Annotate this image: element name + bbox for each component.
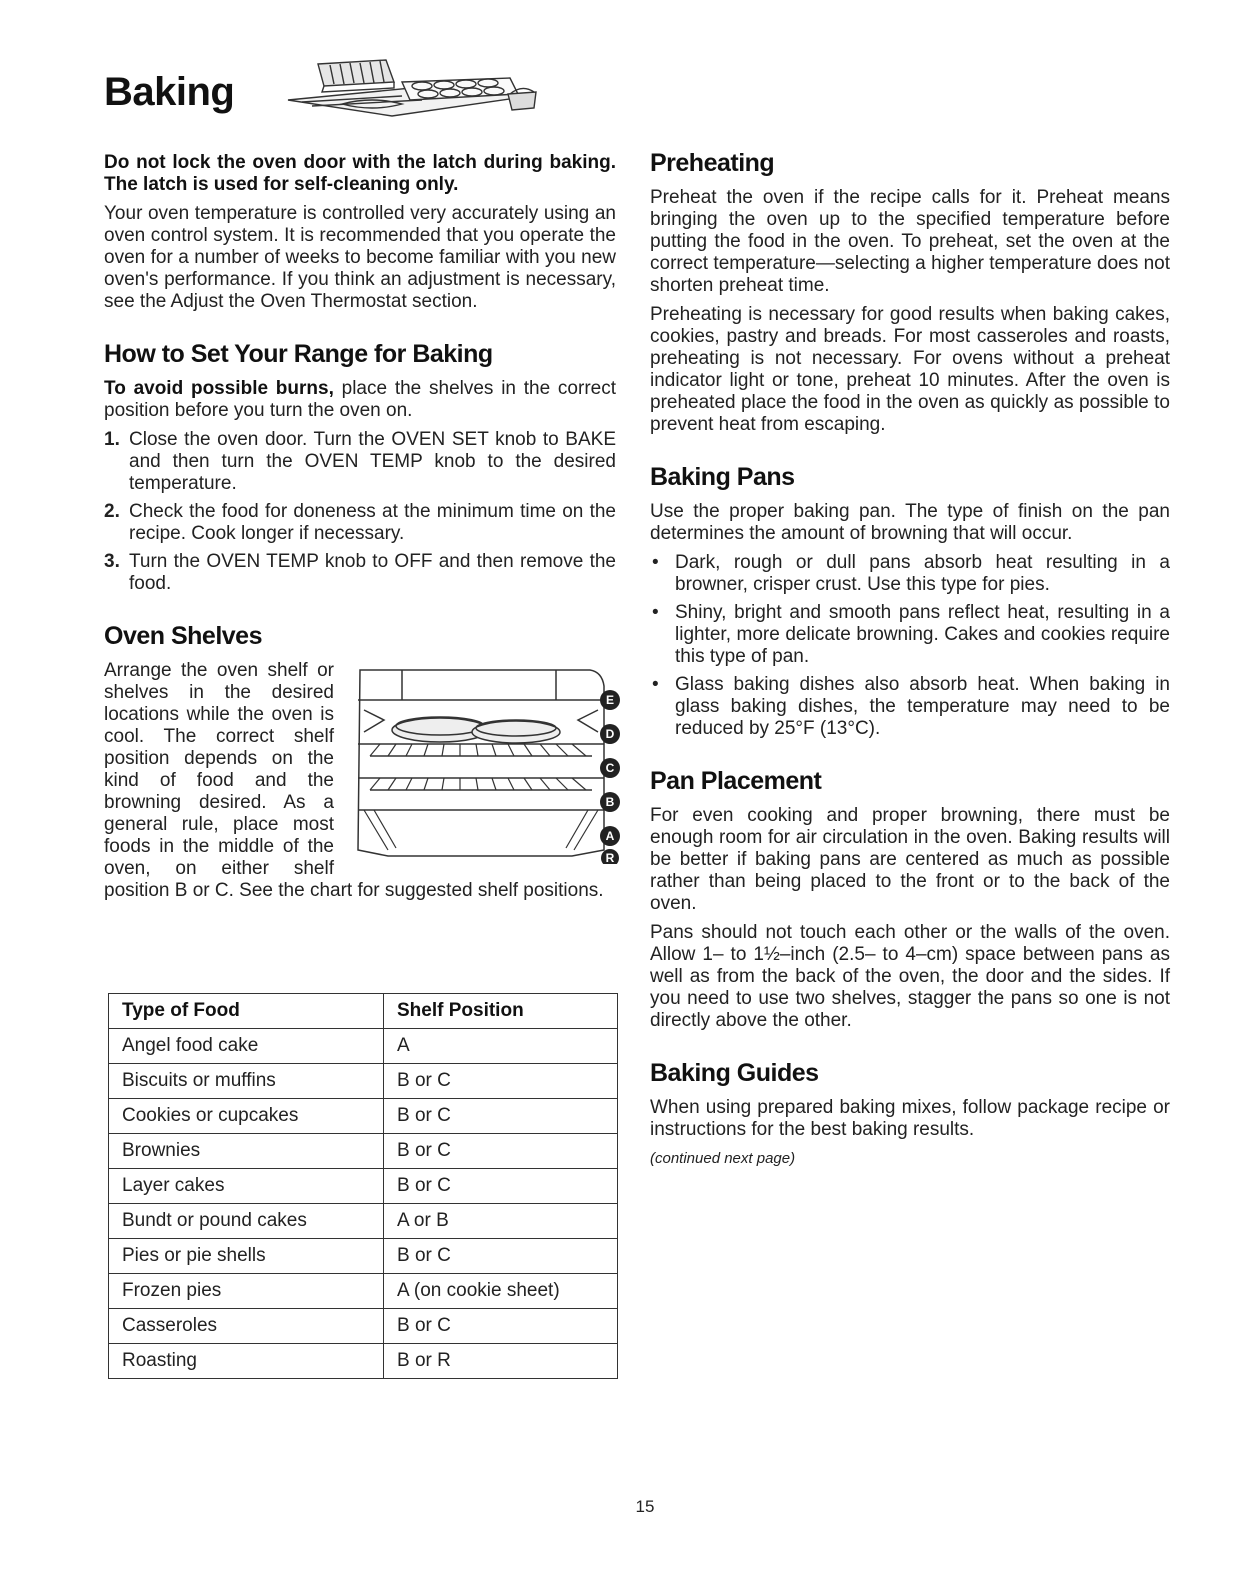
preheating-heading: Preheating xyxy=(650,149,775,177)
table-row xyxy=(109,1029,618,1064)
table-row xyxy=(109,1344,618,1379)
table-row xyxy=(109,1134,618,1169)
food-cell: Roasting xyxy=(109,1344,384,1379)
baking-guides-heading: Baking Guides xyxy=(650,1059,819,1087)
food-cell: Pies or pie shells xyxy=(109,1239,384,1274)
baking-pans-illustration xyxy=(282,56,542,124)
column-header-shelf-position: Shelf Position xyxy=(384,994,618,1029)
food-cell: Angel food cake xyxy=(109,1029,384,1064)
baking-steps xyxy=(104,429,616,595)
page-number: 15 xyxy=(635,1497,655,1516)
baking-guides-paragraph: When using prepared baking mixes, follow package recipe or instructions for the best baking results. xyxy=(650,1097,1170,1140)
list-item xyxy=(104,551,616,595)
oven-shelves-paragraph: Arrange the oven shelf or shelves in the desired locations while the oven is cool. The correct shelf position depends on the kind of food and the browning desired. As a general rule, place most foods in the middle of the oven, on either shelf position B or C. See the chart for suggested shelf positions. xyxy=(104,660,604,901)
bullet-icon: • xyxy=(652,674,659,695)
oven-shelves-section xyxy=(104,660,616,909)
position-cell: B or C xyxy=(384,1169,618,1204)
step-number: 3. xyxy=(104,551,120,572)
column-header-type-of-food: Type of Food xyxy=(109,994,384,1029)
oven-shelves-heading: Oven Shelves xyxy=(104,622,262,650)
bullet-icon: • xyxy=(652,602,659,623)
shelf-label: A xyxy=(605,829,615,843)
food-cell: Cookies or cupcakes xyxy=(109,1099,384,1134)
position-cell: B or C xyxy=(384,1099,618,1134)
table-row xyxy=(109,1099,618,1134)
bullet-text: Glass baking dishes also absorb heat. When baking in glass baking dishes, the temperature may need to be reduced by 25°F (13°C). xyxy=(675,674,1170,739)
burns-caution xyxy=(104,378,616,422)
how-to-set-heading: How to Set Your Range for Baking xyxy=(104,340,493,368)
shelf-position-table xyxy=(108,993,618,1379)
baking-pans-paragraph: Use the proper baking pan. The type of finish on the pan determines the amount of browning that will occur. xyxy=(650,501,1170,544)
table-row xyxy=(109,1274,618,1309)
pan-placement-heading: Pan Placement xyxy=(650,767,822,795)
table-row xyxy=(109,1169,618,1204)
baking-pans-list xyxy=(650,552,1170,740)
step-number: 1. xyxy=(104,429,120,450)
position-cell: B or R xyxy=(384,1344,618,1379)
list-item xyxy=(650,674,1170,740)
intro-paragraph: Your oven temperature is controlled very accurately using an oven control system. It is recommended that you operate the oven for a number of weeks to become familiar with you new oven's performance. If you think an adjustment is necessary, see the Adjust the Oven Thermostat section. xyxy=(104,203,616,312)
bullet-text: Dark, rough or dull pans absorb heat resulting in a browner, crisper crust. Use this type for pies. xyxy=(675,552,1170,595)
list-item xyxy=(650,552,1170,596)
table-row xyxy=(109,1204,618,1239)
step-text: Turn the OVEN TEMP knob to OFF and then remove the food. xyxy=(129,551,616,594)
pan-placement-paragraph-2: Pans should not touch each other or the walls of the oven. Allow 1– to 1½–inch (2.5– to 4–cm) space between pans as well as from the back of the oven, the door and the sides. If you need to use two shelves, stagger the pans so one is not directly above the other. xyxy=(650,922,1170,1031)
step-number: 2. xyxy=(104,501,120,522)
position-cell: B or C xyxy=(384,1239,618,1274)
shelf-label: C xyxy=(605,761,615,775)
position-cell: B or C xyxy=(384,1309,618,1344)
baking-pans-heading: Baking Pans xyxy=(650,463,795,491)
list-item xyxy=(104,429,616,495)
table-row xyxy=(109,1309,618,1344)
food-cell: Casseroles xyxy=(109,1309,384,1344)
oven-shelves-illustration xyxy=(340,660,622,864)
continued-note: (continued next page) xyxy=(650,1150,796,1167)
position-cell: A xyxy=(384,1029,618,1064)
step-text: Check the food for doneness at the minimum time on the recipe. Cook longer if necessary. xyxy=(129,501,616,544)
list-item xyxy=(650,602,1170,668)
position-cell: B or C xyxy=(384,1134,618,1169)
preheating-paragraph-1: Preheat the oven if the recipe calls for it. Preheat means bringing the oven up to the specified temperature before putting the food in the oven. To preheat, set the oven at the correct temperature—selecting a higher temperature does not shorten preheat time. xyxy=(650,187,1170,296)
bullet-text: Shiny, bright and smooth pans reflect heat, resulting in a lighter, more delicate browning. Cakes and cookies require this type of pan. xyxy=(675,602,1170,667)
table-row xyxy=(109,1064,618,1099)
burns-caution-text: place the shelves in the correct position before you turn the oven on. xyxy=(104,378,616,421)
food-cell: Frozen pies xyxy=(109,1274,384,1309)
table-header-row xyxy=(109,994,618,1029)
food-cell: Brownies xyxy=(109,1134,384,1169)
burns-caution-bold: To avoid possible burns, xyxy=(104,378,334,399)
step-text: Close the oven door. Turn the OVEN SET knob to BAKE and then turn the OVEN TEMP knob to the desired temperature. xyxy=(129,429,616,494)
food-cell: Biscuits or muffins xyxy=(109,1064,384,1099)
list-item xyxy=(104,501,616,545)
table-row xyxy=(109,1239,618,1274)
position-cell: B or C xyxy=(384,1064,618,1099)
bullet-icon: • xyxy=(652,552,659,573)
food-cell: Layer cakes xyxy=(109,1169,384,1204)
shelf-label: E xyxy=(605,693,615,707)
door-latch-warning: Do not lock the oven door with the latch during baking. The latch is used for self-cleaning only. xyxy=(104,152,616,195)
shelf-label: R xyxy=(605,851,615,864)
right-column xyxy=(650,148,1170,1177)
position-cell: A or B xyxy=(384,1204,618,1239)
left-column xyxy=(104,152,616,909)
shelf-label: B xyxy=(605,795,615,809)
shelf-label: D xyxy=(605,727,615,741)
page-title: Baking xyxy=(104,70,235,114)
position-cell: A (on cookie sheet) xyxy=(384,1274,618,1309)
preheating-paragraph-2: Preheating is necessary for good results when baking cakes, cookies, pastry and breads. For most casseroles and roasts, preheating is not necessary. For ovens without a preheat indicator light or tone, preheat 10 minutes. After the oven is preheated place the food in the oven as quickly as possible to prevent heat from escaping. xyxy=(650,304,1170,435)
food-cell: Bundt or pound cakes xyxy=(109,1204,384,1239)
pan-placement-paragraph-1: For even cooking and proper browning, there must be enough room for air circulation in the oven. Baking results will be better if baking pans are centered as much as possible rather than being placed to the front or to the back of the oven. xyxy=(650,805,1170,914)
